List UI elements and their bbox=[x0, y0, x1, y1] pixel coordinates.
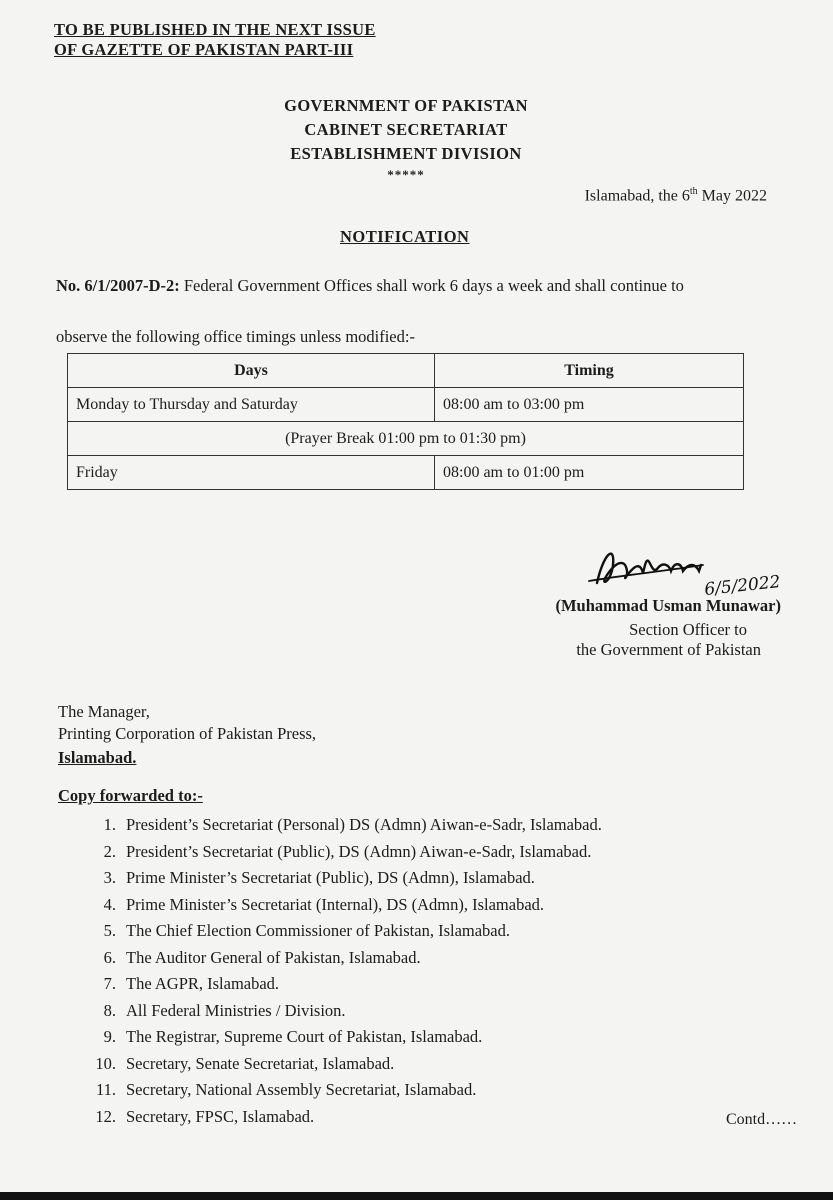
list-item-text: President’s Secretariat (Public), DS (Admn) Aiwan-e-Sadr, Islamabad. bbox=[126, 841, 592, 861]
list-item-number: 4. bbox=[103, 894, 116, 914]
signatory-designation-2: the Government of Pakistan bbox=[576, 640, 761, 659]
header-stars: ***** bbox=[387, 167, 425, 182]
table-row bbox=[68, 456, 744, 490]
table-row-break bbox=[68, 422, 744, 456]
list-item bbox=[82, 1024, 602, 1051]
list-item-number: 6. bbox=[103, 947, 116, 967]
list-item-text: Secretary, FPSC, Islamabad. bbox=[126, 1106, 315, 1126]
list-item-text: Secretary, National Assembly Secretariat, Islamabad. bbox=[126, 1080, 477, 1099]
list-item-number: 11. bbox=[95, 1080, 116, 1099]
list-item-number: 9. bbox=[103, 1027, 116, 1046]
row2-timing: 08:00 am to 01:00 pm bbox=[435, 456, 744, 490]
notification-title: NOTIFICATION bbox=[340, 227, 470, 246]
list-item-number: 5. bbox=[103, 921, 116, 940]
continued-marker: Contd…… bbox=[726, 1111, 798, 1128]
list-item bbox=[82, 812, 602, 839]
list-item-text: President’s Secretariat (Personal) DS (Admn) Aiwan-e-Sadr, Islamabad. bbox=[126, 815, 602, 834]
header-division: ESTABLISHMENT DIVISION bbox=[290, 144, 522, 163]
list-item-number: 2. bbox=[103, 841, 116, 861]
addressee-line1: The Manager, bbox=[58, 702, 150, 721]
list-item bbox=[82, 839, 602, 866]
list-item-text: Secretary, Senate Secretariat, Islamabad. bbox=[126, 1053, 395, 1073]
list-item-number: 8. bbox=[103, 1000, 116, 1020]
date-prefix: Islamabad, the 6 bbox=[584, 187, 690, 205]
addressee-line3: Islamabad. bbox=[58, 748, 137, 767]
copy-forwarded-list bbox=[82, 812, 602, 1130]
list-item-text: The Chief Election Commissioner of Pakistan, Islamabad. bbox=[126, 921, 511, 940]
bottom-edge bbox=[0, 1192, 833, 1200]
list-item bbox=[82, 945, 602, 972]
list-item-number: 10. bbox=[95, 1053, 116, 1073]
header-cabinet: CABINET SECRETARIAT bbox=[304, 120, 508, 139]
row1-timing: 08:00 am to 03:00 pm bbox=[435, 388, 744, 422]
prayer-break-note: (Prayer Break 01:00 pm to 01:30 pm) bbox=[68, 422, 744, 456]
publish-note-line2: OF GAZETTE OF PAKISTAN PART-III bbox=[54, 40, 354, 59]
signature-icon bbox=[585, 535, 805, 605]
list-item-text: The Auditor General of Pakistan, Islamabad. bbox=[126, 947, 421, 967]
list-item bbox=[82, 971, 602, 998]
list-item-text: Prime Minister’s Secretariat (Internal), DS (Admn), Islamabad. bbox=[126, 894, 545, 914]
list-item-number: 3. bbox=[103, 868, 116, 887]
body-line2: observe the following office timings unless modified:- bbox=[56, 327, 415, 346]
list-item bbox=[82, 1077, 602, 1104]
row2-days: Friday bbox=[68, 456, 435, 490]
handwritten-signature bbox=[585, 535, 805, 605]
reference-number: No. 6/1/2007-D-2: bbox=[56, 276, 180, 295]
body-line1-text: Federal Government Offices shall work 6 days a week and shall continue to bbox=[179, 276, 684, 295]
office-timings-table bbox=[67, 353, 744, 490]
table-row bbox=[68, 388, 744, 422]
list-item-text: The AGPR, Islamabad. bbox=[126, 974, 280, 993]
copy-forwarded-heading: Copy forwarded to:- bbox=[58, 786, 203, 805]
row1-days: Monday to Thursday and Saturday bbox=[68, 388, 435, 422]
date-rest: May 2022 bbox=[697, 187, 767, 205]
list-item-number: 1. bbox=[103, 815, 116, 834]
body-line1 bbox=[56, 276, 684, 296]
list-item bbox=[82, 918, 602, 945]
header-timing: Timing bbox=[435, 354, 744, 388]
list-item-text: The Registrar, Supreme Court of Pakistan, Islamabad. bbox=[126, 1027, 483, 1046]
signature-date: 6/5/2022 bbox=[703, 572, 782, 600]
list-item bbox=[82, 865, 602, 892]
list-item bbox=[82, 1051, 602, 1078]
date-suffix: th bbox=[689, 186, 698, 197]
list-item-number: 12. bbox=[95, 1106, 116, 1126]
list-item bbox=[82, 998, 602, 1025]
list-item bbox=[82, 1104, 602, 1131]
header-days: Days bbox=[68, 354, 435, 388]
signatory-name: (Muhammad Usman Munawar) bbox=[555, 596, 781, 615]
header-government: GOVERNMENT OF PAKISTAN bbox=[284, 96, 528, 115]
signatory-designation-1: Section Officer to bbox=[629, 620, 747, 639]
list-item-text: Prime Minister’s Secretariat (Public), DS (Admn), Islamabad. bbox=[126, 868, 535, 887]
list-item-number: 7. bbox=[103, 974, 116, 993]
publish-note-line1: TO BE PUBLISHED IN THE NEXT ISSUE bbox=[54, 20, 376, 39]
list-item bbox=[82, 892, 602, 919]
issue-date bbox=[585, 186, 767, 205]
addressee-line2: Printing Corporation of Pakistan Press, bbox=[58, 724, 317, 743]
list-item-text: All Federal Ministries / Division. bbox=[126, 1000, 346, 1020]
table-header-row bbox=[68, 354, 744, 388]
